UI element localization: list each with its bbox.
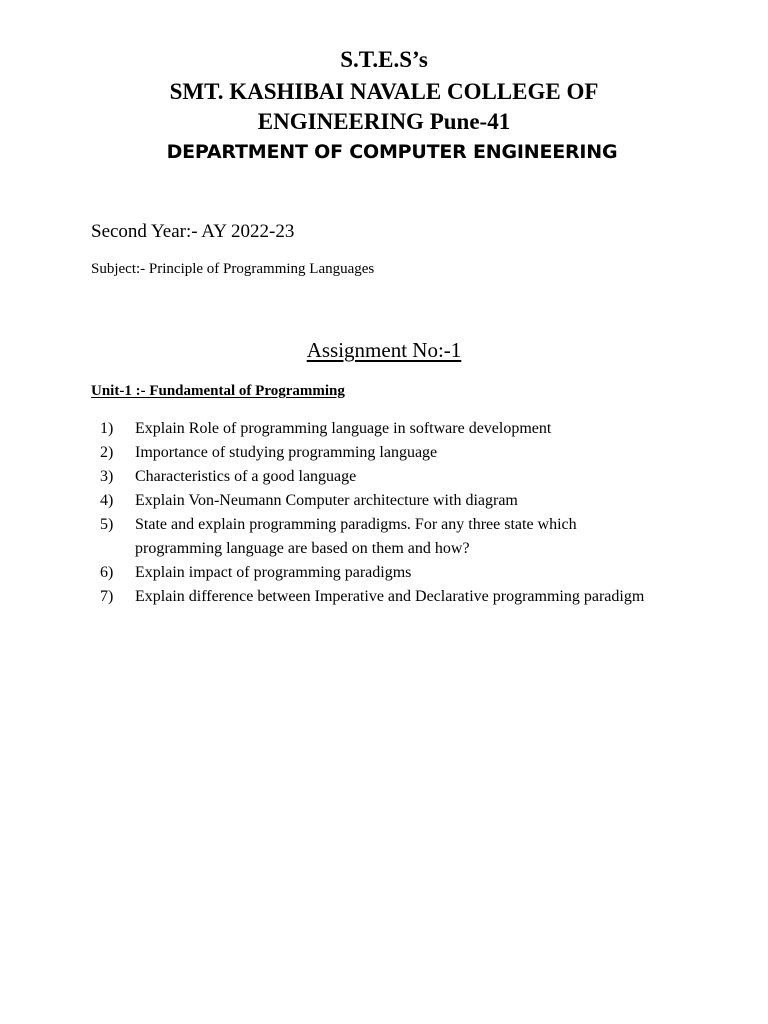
question-item [100,417,660,441]
question-item [100,441,660,465]
question-list [100,417,660,609]
college-name-line1: SMT. KASHIBAI NAVALE COLLEGE OF [169,79,599,104]
question-item [100,465,660,489]
academic-year: Second Year:- AY 2022-23 [91,221,295,242]
department-name: DEPARTMENT OF COMPUTER ENGINEERING [166,141,618,163]
question-text: Characteristics of a good language [135,468,357,485]
question-number: 1) [100,420,114,437]
unit-heading: Unit-1 :- Fundamental of Programming [91,383,345,399]
question-text: Explain impact of programming paradigms [135,564,412,581]
question-item [100,513,660,561]
question-text: Explain difference between Imperative and Declarative programming paradigm [135,588,645,605]
question-number: 6) [100,564,114,581]
question-number: 4) [100,492,114,509]
question-text: State and explain programming paradigms. For any three state which programming language are based on them and how? [135,516,577,557]
question-text: Explain Role of programming language in software development [135,420,552,437]
assignment-title: Assignment No:-1 [306,338,462,362]
question-item [100,489,660,513]
college-name-line2: ENGINEERING Pune-41 [257,109,511,134]
question-item [100,585,660,609]
organization-name: S.T.E.S’s [340,47,428,72]
question-item [100,561,660,585]
question-number: 2) [100,444,114,461]
subject-name: Subject:- Principle of Programming Languages [91,261,375,277]
question-number: 7) [100,588,114,605]
question-number: 5) [100,516,114,533]
question-text: Importance of studying programming language [135,444,438,461]
question-text: Explain Von-Neumann Computer architecture with diagram [135,492,518,509]
question-number: 3) [100,468,114,485]
